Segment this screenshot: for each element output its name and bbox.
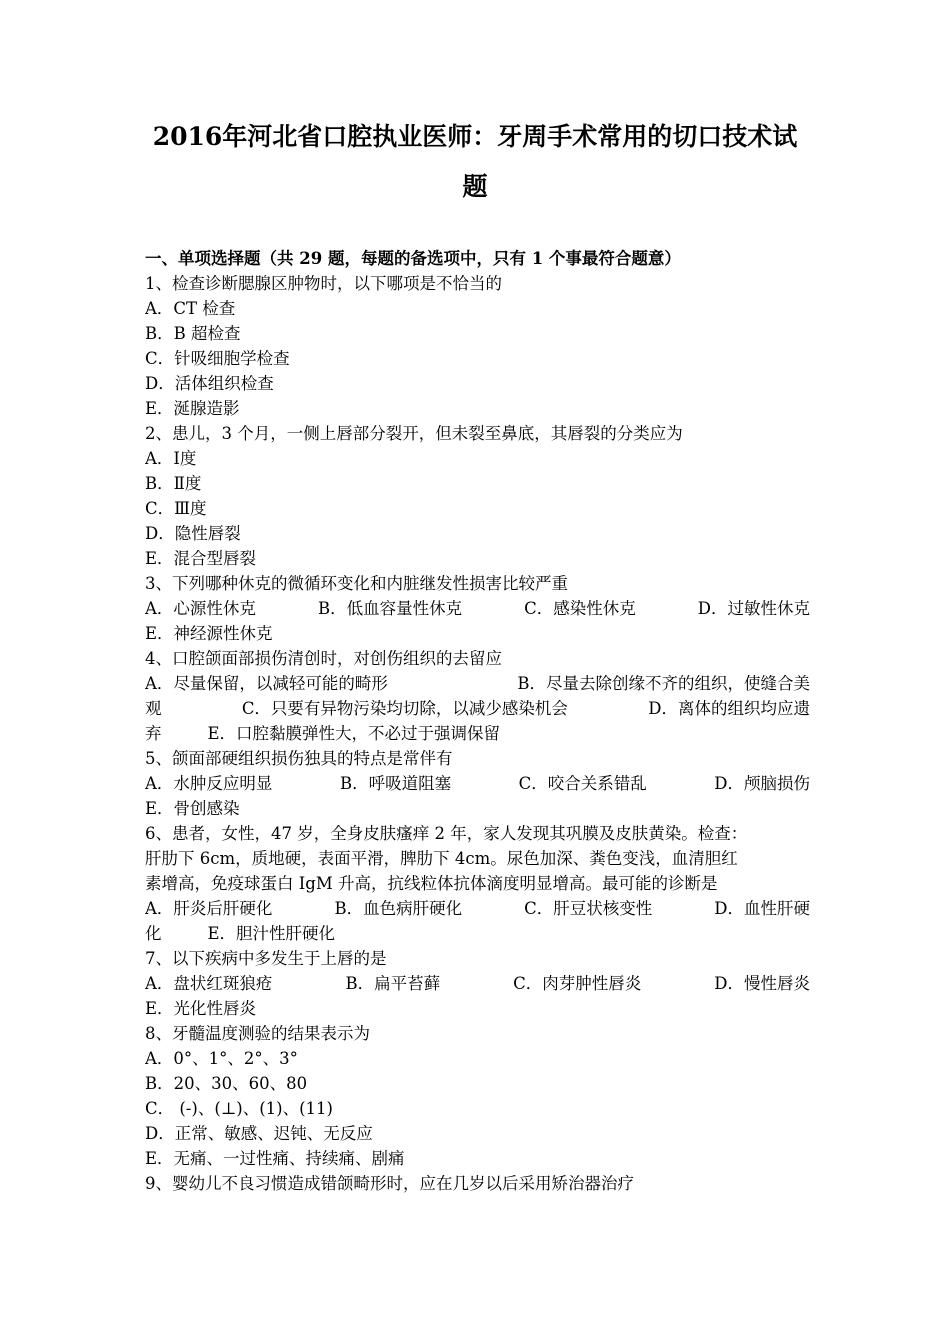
- question-stem: 7、以下疾病中多发生于上唇的是: [145, 949, 387, 968]
- option-a: A．肝炎后肝硬化: [145, 899, 273, 918]
- question-stem: 3、下列哪种休克的微循环变化和内脏继发性损害比较严重: [145, 574, 568, 593]
- option-c: C． (-)、(⊥)、(1)、(11): [145, 1099, 333, 1118]
- title-line-1: 2016年河北省口腔执业医师：牙周手术常用的切口技术试: [152, 122, 798, 151]
- option-d: D．离体的组织均应遗: [648, 699, 810, 718]
- question-6: [145, 821, 810, 946]
- option-a: A．水肿反应明显: [145, 774, 273, 793]
- document-body: [145, 246, 810, 1196]
- option-e: E．涎腺造影: [145, 399, 240, 418]
- question-1: [145, 271, 810, 421]
- option-b: B．尽量去除创缘不齐的组织，使缝合美: [517, 674, 810, 693]
- question-stem-line-3: 素增高，免疫球蛋白 IgM 升高，抗线粒体抗体滴度明显增高。最可能的诊断是: [145, 874, 718, 893]
- option-a: A．CT 检查: [145, 299, 236, 318]
- option-c: C．只要有异物污染均切除，以减少感染机会: [241, 699, 568, 718]
- question-stem: 9、婴幼儿不良习惯造成错颌畸形时，应在几岁以后采用矫治器治疗: [145, 1174, 634, 1193]
- option-c: C．肝豆状核变性: [524, 899, 653, 918]
- option-d: D．过敏性休克: [697, 599, 810, 618]
- options-line-1: [145, 671, 810, 696]
- option-e: E．胆汁性肝硬化: [207, 924, 336, 943]
- option-b: B．扁平苔藓: [345, 974, 441, 993]
- option-d: D．正常、敏感、迟钝、无反应: [145, 1124, 373, 1143]
- option-d: D．血性肝硬: [714, 899, 810, 918]
- option-e: E．口腔黏膜弹性大，不必过于强调保留: [207, 724, 501, 743]
- document-title: [130, 112, 820, 212]
- option-d: D．活体组织检查: [145, 374, 274, 393]
- option-b: B．血色病肝硬化: [334, 899, 463, 918]
- option-a: A．Ⅰ度: [145, 449, 197, 468]
- question-stem-line-2: 肝肋下 6cm，质地硬，表面平滑，脾肋下 4cm。尿色加深、粪色变浅，血清胆红: [145, 849, 738, 868]
- options-row: [145, 771, 810, 796]
- option-e: E．骨创感染: [145, 799, 240, 818]
- option-d-continued: 弃: [145, 724, 162, 743]
- question-stem: 8、牙髓温度测验的结果表示为: [145, 1024, 370, 1043]
- title-line-2: 题: [462, 172, 488, 201]
- options-line-2: [145, 696, 810, 721]
- question-stem-line-1: 6、患者，女性，47 岁，全身皮肤瘙痒 2 年，家人发现其巩膜及皮肤黄染。检查：: [145, 824, 748, 843]
- option-d: D．慢性唇炎: [714, 974, 810, 993]
- options-line-3: [145, 721, 810, 746]
- option-c: C．肉芽肿性唇炎: [513, 974, 642, 993]
- options-line-1: [145, 896, 810, 921]
- options-row: [145, 971, 810, 996]
- question-8: [145, 1021, 810, 1171]
- question-stem: 2、患儿，3 个月，一侧上唇部分裂开，但未裂至鼻底，其唇裂的分类应为: [145, 424, 683, 443]
- option-a: A．0°、1°、2°、3°: [145, 1049, 298, 1068]
- question-stem: 5、颌面部硬组织损伤独具的特点是常伴有: [145, 749, 453, 768]
- question-stem: 4、口腔颌面部损伤清创时，对创伤组织的去留应: [145, 649, 502, 668]
- option-e: E．混合型唇裂: [145, 549, 257, 568]
- options-line-2: [145, 921, 810, 946]
- option-b: B．呼吸道阻塞: [339, 774, 452, 793]
- option-b: B．低血容量性休克: [317, 599, 463, 618]
- option-d-continued: 化: [145, 924, 162, 943]
- option-b-continued: 观: [145, 699, 162, 718]
- question-3: [145, 571, 810, 646]
- option-a: A．盘状红斑狼疮: [145, 974, 273, 993]
- question-9: [145, 1171, 810, 1196]
- option-b: B．20、30、60、80: [145, 1074, 308, 1093]
- option-e: E．光化性唇炎: [145, 999, 257, 1018]
- option-a: A．心源性休克: [145, 599, 256, 618]
- question-4: [145, 646, 810, 746]
- option-e: E．无痛、一过性痛、持续痛、剧痛: [145, 1149, 405, 1168]
- option-c: C．针吸细胞学检查: [145, 349, 290, 368]
- option-d: D．颅脑损伤: [714, 774, 810, 793]
- options-row: [145, 596, 810, 621]
- option-b: B．B 超检查: [145, 324, 241, 343]
- section-heading: 一、单项选择题（共 29 题，每题的备选项中，只有 1 个事最符合题意）: [145, 249, 681, 268]
- option-c: C．Ⅲ度: [145, 499, 207, 518]
- option-c: C．咬合关系错乱: [518, 774, 647, 793]
- question-2: [145, 421, 810, 571]
- option-b: B．Ⅱ度: [145, 474, 202, 493]
- question-5: [145, 746, 810, 821]
- option-c: C．感染性休克: [524, 599, 636, 618]
- question-7: [145, 946, 810, 1021]
- question-stem: 1、检查诊断腮腺区肿物时，以下哪项是不恰当的: [145, 274, 502, 293]
- option-a: A．尽量保留，以减轻可能的畸形: [145, 674, 388, 693]
- option-e: E．神经源性休克: [145, 624, 273, 643]
- option-d: D．隐性唇裂: [145, 524, 241, 543]
